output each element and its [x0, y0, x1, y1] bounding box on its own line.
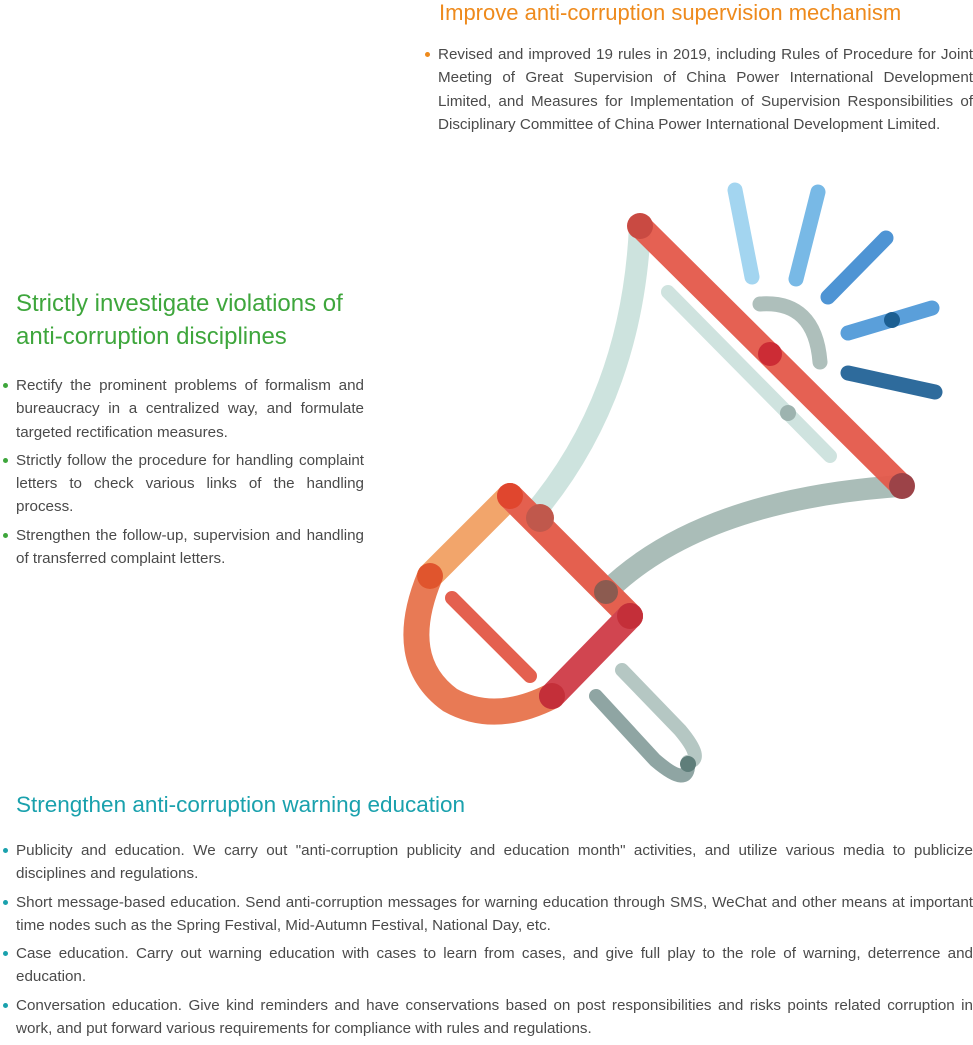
- bullet-icon: [3, 1003, 8, 1008]
- megaphone-icon: [390, 170, 950, 790]
- list-item-text: Short message-based education. Send anti-corruption messages for warning education through SMS, WeChat and other means at important time nodes such as the Spring Festival, Mid-Autumn Festival, National Day, etc.: [16, 893, 973, 934]
- bullet-icon: [3, 383, 8, 388]
- bullet-icon: [3, 533, 8, 538]
- education-list: [0, 839, 973, 1040]
- list-item: [16, 994, 973, 1041]
- list-item: [16, 524, 364, 571]
- investigate-heading-line2: anti-corruption disciplines: [16, 323, 287, 350]
- investigate-section: [0, 287, 364, 575]
- list-item-text: Strengthen the follow-up, supervision and handling of transferred complaint letters.: [16, 526, 364, 568]
- bullet-icon: [425, 52, 430, 57]
- education-section: [0, 790, 973, 1045]
- supervision-list: [421, 43, 973, 136]
- list-item: [16, 942, 973, 989]
- investigate-list: [0, 374, 364, 570]
- list-item-text: Strictly follow the procedure for handling complaint letters to check various links of the handling process.: [16, 451, 364, 516]
- investigate-heading-line1: Strictly investigate violations of: [16, 290, 343, 317]
- list-item-text: Rectify the prominent problems of formalism and bureaucracy in a centralized way, and formulate targeted rectification measures.: [16, 377, 364, 441]
- list-item: [16, 891, 973, 938]
- education-heading: Strengthen anti-corruption warning education: [16, 792, 466, 817]
- bullet-icon: [3, 951, 8, 956]
- list-item: [16, 449, 364, 519]
- list-item-text: Publicity and education. We carry out "anti-corruption publicity and education month" activities, and utilize various media to publicize disciplines and regulations.: [16, 842, 973, 883]
- list-item: [438, 43, 973, 136]
- supervision-heading: Improve anti-corruption supervision mechanism: [439, 0, 902, 25]
- list-item: [16, 839, 973, 886]
- supervision-section: [421, 0, 973, 141]
- bullet-icon: [3, 900, 8, 905]
- list-item-text: Conversation education. Give kind reminders and have conservations based on post responsibilities and risks points related corruption in work, and put forward various requirements for compliance with rules and regulations.: [16, 996, 973, 1038]
- bullet-icon: [3, 848, 8, 853]
- investigate-heading: [16, 287, 364, 353]
- list-item-text: Case education. Carry out warning education with cases to learn from cases, and give full play to the role of warning, deterrence and education.: [16, 945, 973, 986]
- list-item: [16, 374, 364, 444]
- bullet-icon: [3, 458, 8, 463]
- list-item-text: Revised and improved 19 rules in 2019, including Rules of Procedure for Joint Meeting of Great Supervision of China Power International Development Limited, and Measures for Implementation of Supervision Responsibilities of Disciplinary Committee of China Power International Development Limited.: [438, 46, 973, 133]
